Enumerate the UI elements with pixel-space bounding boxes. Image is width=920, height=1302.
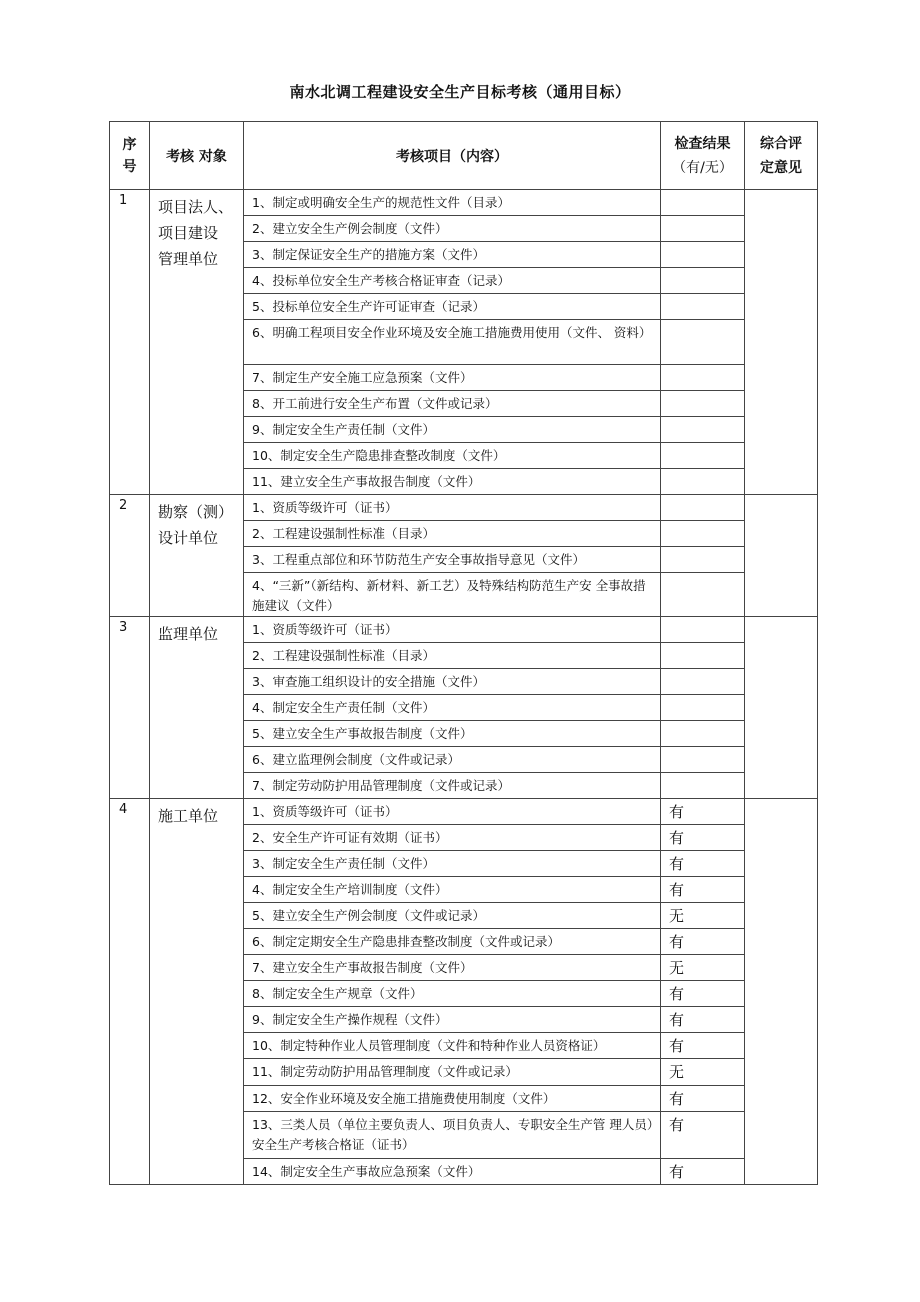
- document-title: 南水北调工程建设安全生产目标考核（通用目标）: [289, 83, 631, 101]
- header-object: 考核 对象: [150, 122, 244, 190]
- check-result: [661, 417, 745, 443]
- assessment-item: 3、制定保证安全生产的措施方案（文件）: [244, 242, 661, 268]
- check-result: [661, 617, 745, 643]
- assessment-item: 4、制定安全生产责任制（文件）: [244, 695, 661, 721]
- assessment-item: 5、建立安全生产例会制度（文件或记录）: [244, 903, 661, 929]
- check-result: 有: [661, 799, 745, 825]
- header-result-line1: 检查结果: [674, 135, 731, 152]
- check-result: [661, 695, 745, 721]
- check-result: [661, 443, 745, 469]
- assessment-table: [109, 121, 818, 1185]
- check-result: 无: [661, 955, 745, 981]
- header-seq-line2: 号: [122, 158, 137, 175]
- check-result: 有: [661, 1159, 745, 1185]
- assessment-item: 1、资质等级许可（证书）: [244, 799, 661, 825]
- check-result: [661, 469, 745, 495]
- check-result: 无: [661, 903, 745, 929]
- assessment-item: 4、投标单位安全生产考核合格证审查（记录）: [244, 268, 661, 294]
- assessment-item: 7、制定劳动防护用品管理制度（文件或记录）: [244, 773, 661, 799]
- group-number: 2: [110, 495, 150, 617]
- header-result: [661, 122, 745, 190]
- assessment-item: 3、工程重点部位和环节防范生产安全事故指导意见（文件）: [244, 547, 661, 573]
- assessment-item: 10、制定特种作业人员管理制度（文件和特种作业人员资格证）: [244, 1033, 661, 1059]
- table-row: [110, 190, 818, 216]
- assessment-item: 10、制定安全生产隐患排查整改制度（文件）: [244, 443, 661, 469]
- check-result: [661, 643, 745, 669]
- check-result: 有: [661, 825, 745, 851]
- group-object: [150, 190, 244, 495]
- assessment-item: 5、投标单位安全生产许可证审查（记录）: [244, 294, 661, 320]
- check-result: [661, 573, 745, 617]
- table-row: [110, 799, 818, 825]
- header-opinion: [745, 122, 818, 190]
- check-result: 有: [661, 1086, 745, 1112]
- assessment-item: 9、制定安全生产责任制（文件）: [244, 417, 661, 443]
- assessment-item: 2、工程建设强制性标准（目录）: [244, 643, 661, 669]
- check-result: 有: [661, 1112, 745, 1159]
- group-object-line: 项目法人、: [158, 198, 234, 216]
- check-result: [661, 391, 745, 417]
- overall-opinion-cell: [745, 617, 818, 799]
- check-result: 无: [661, 1059, 745, 1086]
- group-object: [150, 495, 244, 617]
- header-opinion-line1: 综合评: [760, 135, 802, 152]
- assessment-item: 7、建立安全生产事故报告制度（文件）: [244, 955, 661, 981]
- check-result: [661, 773, 745, 799]
- assessment-item: 11、建立安全生产事故报告制度（文件）: [244, 469, 661, 495]
- assessment-item: 1、资质等级许可（证书）: [244, 617, 661, 643]
- group-object-line: 施工单位: [158, 807, 219, 825]
- group-object-line: 项目建设: [158, 224, 219, 242]
- assessment-item: 3、审查施工组织设计的安全措施（文件）: [244, 669, 661, 695]
- check-result: 有: [661, 877, 745, 903]
- check-result: [661, 721, 745, 747]
- check-result: 有: [661, 851, 745, 877]
- check-result: [661, 216, 745, 242]
- table-row: [110, 617, 818, 643]
- table-row: [110, 495, 818, 521]
- check-result: 有: [661, 981, 745, 1007]
- header-opinion-line2: 定意见: [760, 159, 802, 176]
- assessment-item: 4、制定安全生产培训制度（文件）: [244, 877, 661, 903]
- check-result: [661, 294, 745, 320]
- check-result: 有: [661, 1007, 745, 1033]
- assessment-item: 2、建立安全生产例会制度（文件）: [244, 216, 661, 242]
- check-result: 有: [661, 1033, 745, 1059]
- group-object-line: 管理单位: [158, 250, 219, 268]
- group-object-line: 设计单位: [158, 529, 219, 547]
- overall-opinion-cell: [745, 495, 818, 617]
- assessment-item: 4、“三新”（新结构、新材料、新工艺）及特殊结构防范生产安 全事故措施建议（文件）: [244, 573, 661, 617]
- assessment-item: 2、工程建设强制性标准（目录）: [244, 521, 661, 547]
- assessment-item: 13、三类人员（单位主要负责人、项目负责人、专职安全生产管 理人员）安全生产考核合格证（证书）: [244, 1112, 661, 1159]
- assessment-item: 6、建立监理例会制度（文件或记录）: [244, 747, 661, 773]
- header-seq-line1: 序: [122, 136, 137, 153]
- check-result: 有: [661, 929, 745, 955]
- header-seq: [110, 122, 150, 190]
- assessment-item: 1、资质等级许可（证书）: [244, 495, 661, 521]
- assessment-item: 1、制定或明确安全生产的规范性文件（目录）: [244, 190, 661, 216]
- overall-opinion-cell: [745, 799, 818, 1185]
- assessment-item: 6、明确工程项目安全作业环境及安全施工措施费用使用（文件、 资料）: [244, 320, 661, 365]
- assessment-item: 7、制定生产安全施工应急预案（文件）: [244, 365, 661, 391]
- assessment-item: 14、制定安全生产事故应急预案（文件）: [244, 1159, 661, 1185]
- group-object-line: 勘察（测）: [158, 503, 234, 521]
- check-result: [661, 521, 745, 547]
- assessment-item: 3、制定安全生产责任制（文件）: [244, 851, 661, 877]
- header-result-line2: （有/无）: [672, 159, 733, 176]
- group-number: 1: [110, 190, 150, 495]
- assessment-item: 11、制定劳动防护用品管理制度（文件或记录）: [244, 1059, 661, 1086]
- assessment-item: 2、安全生产许可证有效期（证书）: [244, 825, 661, 851]
- group-object: [150, 799, 244, 1185]
- check-result: [661, 495, 745, 521]
- assessment-item: 8、制定安全生产规章（文件）: [244, 981, 661, 1007]
- table-body: [110, 190, 818, 1185]
- table-header-row: [110, 122, 818, 190]
- check-result: [661, 268, 745, 294]
- check-result: [661, 365, 745, 391]
- assessment-item: 9、制定安全生产操作规程（文件）: [244, 1007, 661, 1033]
- check-result: [661, 242, 745, 268]
- check-result: [661, 747, 745, 773]
- check-result: [661, 669, 745, 695]
- assessment-item: 5、建立安全生产事故报告制度（文件）: [244, 721, 661, 747]
- group-number: 3: [110, 617, 150, 799]
- check-result: [661, 547, 745, 573]
- overall-opinion-cell: [745, 190, 818, 495]
- group-object: [150, 617, 244, 799]
- group-number: 4: [110, 799, 150, 1185]
- check-result: [661, 190, 745, 216]
- group-object-line: 监理单位: [158, 625, 219, 643]
- assessment-item: 12、安全作业环境及安全施工措施费使用制度（文件）: [244, 1086, 661, 1112]
- check-result: [661, 320, 745, 365]
- assessment-item: 6、制定定期安全生产隐患排查整改制度（文件或记录）: [244, 929, 661, 955]
- header-items: 考核项目（内容）: [244, 122, 661, 190]
- assessment-item: 8、开工前进行安全生产布置（文件或记录）: [244, 391, 661, 417]
